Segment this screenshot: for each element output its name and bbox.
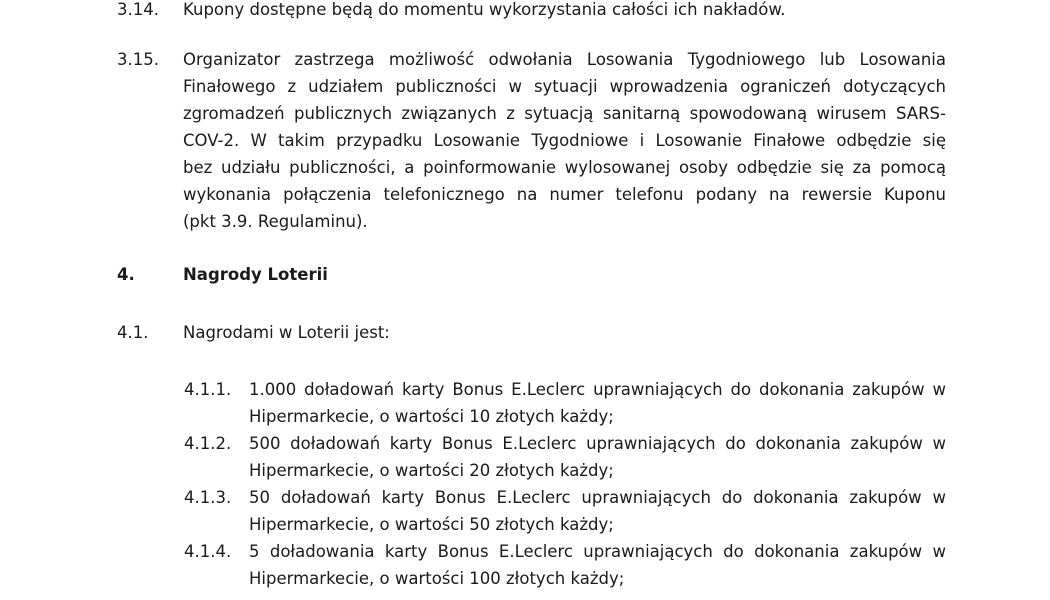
- item-number-4-1-4: 4.1.4.: [184, 542, 232, 561]
- item-4-1-1-line: Hipermarkecie, o wartości 10 złotych każdy;: [249, 407, 614, 426]
- item-4-1-3-line: Hipermarkecie, o wartości 50 złotych każdy;: [249, 515, 614, 534]
- item-4-1-1-line: 1.000 doładowań karty Bonus E.Leclerc uprawniających do dokonania zakupów w: [249, 380, 946, 399]
- item-4-1-2-line: 500 doładowań karty Bonus E.Leclerc uprawniających do dokonania zakupów w: [249, 434, 946, 453]
- section-4-heading: Nagrody Loterii: [183, 265, 328, 284]
- item-4-1-4-line: 5 doładowania karty Bonus E.Leclerc uprawniających do dokonania zakupów w: [249, 542, 946, 561]
- section-3-15-line: COV-2. W takim przypadku Losowanie Tygodniowe i Losowanie Finałowe odbędzie się: [183, 131, 946, 150]
- section-4-1-text: Nagrodami w Loterii jest:: [183, 323, 390, 342]
- section-3-15-line: Organizator zastrzega możliwość odwołania Losowania Tygodniowego lub Losowania: [183, 50, 946, 69]
- item-4-1-4-line: Hipermarkecie, o wartości 100 złotych każdy;: [249, 569, 625, 588]
- section-3-15-line: zgromadzeń publicznych związanych z sytuacją sanitarną spowodowaną wirusem SARS-: [183, 104, 946, 123]
- section-3-15-line: (pkt 3.9. Regulaminu).: [183, 212, 368, 231]
- item-4-1-3-line: 50 doładowań karty Bonus E.Leclerc uprawniających do dokonania zakupów w: [249, 488, 946, 507]
- section-number-3-14: 3.14.: [117, 0, 159, 19]
- section-3-15-line: Finałowego z udziałem publiczności w sytuacji wprowadzenia ograniczeń dotyczących: [183, 77, 946, 96]
- section-3-15-line: wykonania połączenia telefonicznego na numer telefonu podany na rewersie Kuponu: [183, 185, 946, 204]
- item-number-4-1-3: 4.1.3.: [184, 488, 232, 507]
- item-number-4-1-1: 4.1.1.: [184, 380, 232, 399]
- section-3-14-text: Kupony dostępne będą do momentu wykorzystania całości ich nakładów.: [183, 0, 786, 19]
- section-number-4: 4.: [117, 265, 135, 284]
- item-4-1-2-line: Hipermarkecie, o wartości 20 złotych każdy;: [249, 461, 614, 480]
- item-number-4-1-2: 4.1.2.: [184, 434, 232, 453]
- section-number-4-1: 4.1.: [117, 323, 149, 342]
- section-3-15-line: bez udziału publiczności, a poinformowanie wylosowanej osoby odbędzie się za pomocą: [183, 158, 946, 177]
- section-number-3-15: 3.15.: [117, 50, 159, 69]
